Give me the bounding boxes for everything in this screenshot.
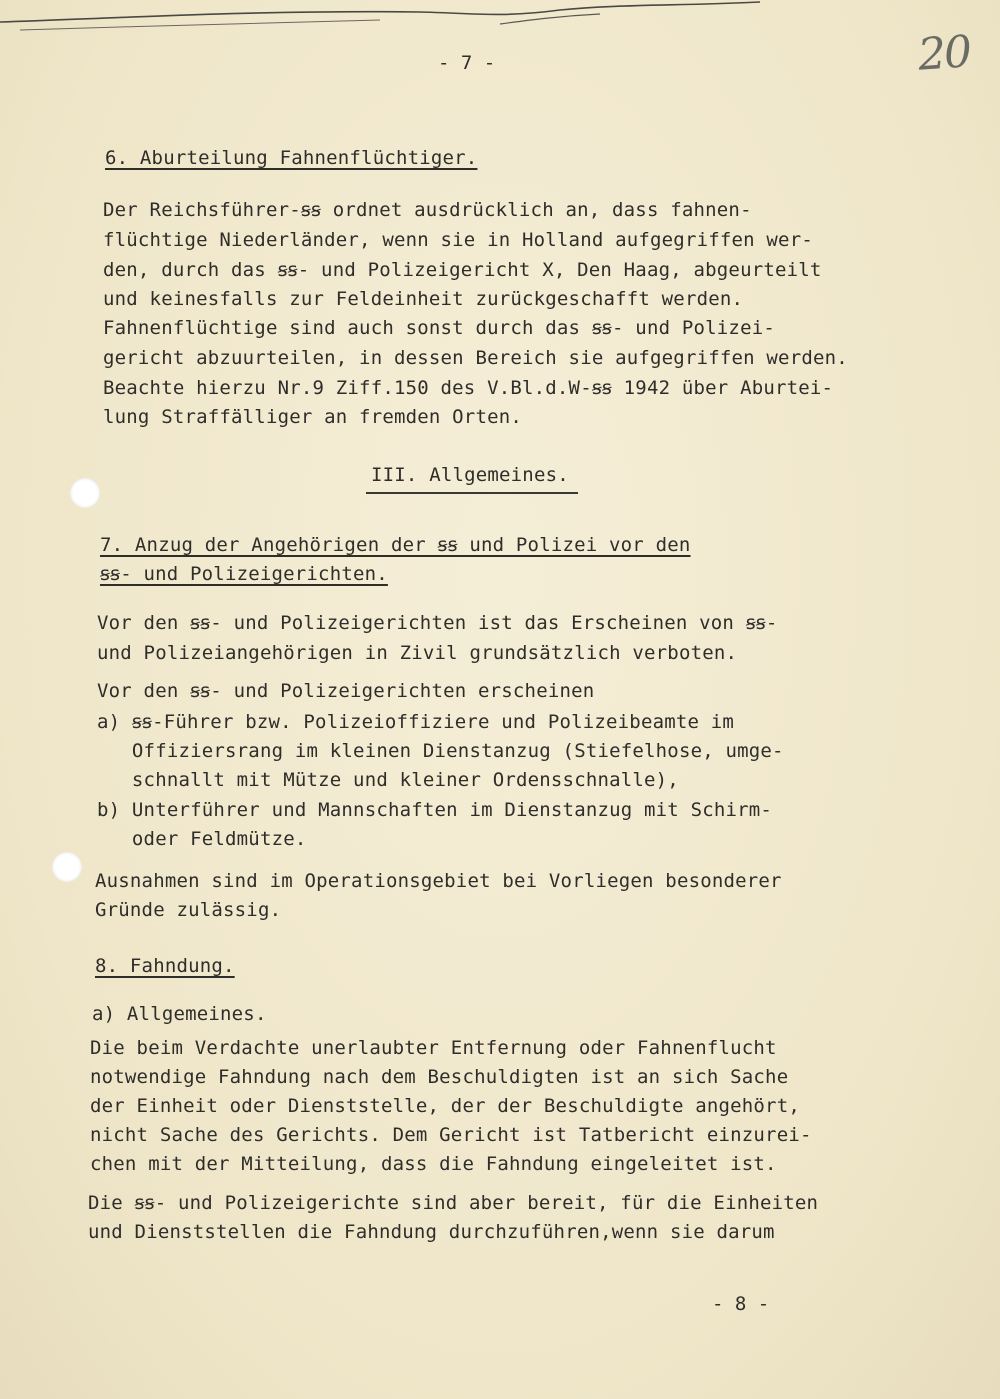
section-7-paragraph-3-line: Gründe zulässig.	[95, 899, 282, 921]
section-6-line: und keinesfalls zur Feldeinheit zurückgeschafft werden.	[103, 288, 744, 310]
handwritten-folio-number: 20	[916, 26, 972, 81]
page-number-bottom: - 8 -	[712, 1293, 770, 1315]
section-8-paragraph-1-line: Die beim Verdachte unerlaubter Entfernung oder Fahnenflucht	[90, 1037, 777, 1059]
section-7-list-item-b-cont: oder Feldmütze.	[97, 828, 307, 850]
section-7-list-item-a: a) ꞩꞩ-Führer bzw. Polizeioffiziere und Polizeibeamte im	[97, 711, 735, 733]
section-7-paragraph-3-line: Ausnahmen sind im Operationsgebiet bei Vorliegen besonderer	[95, 870, 782, 892]
section-6-line: gericht abzuurteilen, in dessen Bereich sie aufgegriffen werden.	[103, 347, 848, 369]
section-8-paragraph-1-line: notwendige Fahndung nach dem Beschuldigten ist an sich Sache	[90, 1066, 789, 1088]
part-3-heading: III. Allgemeines.	[371, 464, 569, 486]
part-3-underline	[366, 492, 578, 494]
section-8-heading: 8. Fahndung.	[95, 955, 235, 977]
section-6-line: flüchtige Niederländer, wenn sie in Holland aufgegriffen wer-	[103, 229, 813, 251]
section-8-paragraph-1-line: der Einheit oder Dienststelle, der der Beschuldigte angehört,	[90, 1095, 800, 1117]
section-8-paragraph-2-line: und Dienststellen die Fahndung durchzuführen,wenn sie darum	[88, 1221, 775, 1243]
section-7-heading-line-2: ꞩꞩ- und Polizeigerichten.	[100, 563, 388, 585]
section-7-paragraph-1-line: und Polizeiangehörigen in Zivil grundsätzlich verboten.	[97, 642, 738, 664]
section-6-line: lung Straffälliger an fremden Orten.	[103, 406, 523, 428]
section-8-paragraph-2-line: Die ꞩꞩ- und Polizeigerichte sind aber bereit, für die Einheiten	[88, 1192, 819, 1214]
section-8-subheading: a) Allgemeines.	[92, 1003, 267, 1025]
section-6-heading: 6. Aburteilung Fahnenflüchtiger.	[105, 147, 478, 169]
section-6-line: Der Reichsführer-ꞩꞩ ordnet ausdrücklich an, dass fahnen-	[103, 199, 752, 221]
punch-hole-top	[70, 478, 100, 508]
section-7-list-item-b: b) Unterführer und Mannschaften im Dienstanzug mit Schirm-	[97, 799, 773, 821]
section-6-line: Beachte hierzu Nr.9 Ziff.150 des V.Bl.d.W-ꞩꞩ 1942 über Aburtei-	[103, 377, 834, 399]
section-7-list-item-a-cont: schnallt mit Mütze und kleiner Ordensschnalle),	[97, 769, 679, 791]
page-number-top: - 7 -	[438, 52, 496, 74]
section-8-paragraph-1-line: chen mit der Mitteilung, dass die Fahndung eingeleitet ist.	[90, 1153, 777, 1175]
section-7-paragraph-2-line: Vor den ꞩꞩ- und Polizeigerichten erscheinen	[97, 680, 595, 702]
section-7-paragraph-1-line: Vor den ꞩꞩ- und Polizeigerichten ist das Erscheinen von ꞩꞩ-	[97, 612, 778, 634]
section-6-line: den, durch das ꞩꞩ- und Polizeigericht X, Den Haag, abgeurteilt	[103, 259, 822, 281]
punch-hole-bottom	[52, 852, 82, 882]
top-edge-marks	[0, 0, 1000, 40]
section-7-list-item-a-cont: Offiziersrang im kleinen Dienstanzug (Stiefelhose, umge-	[97, 740, 784, 762]
section-6-line: Fahnenflüchtige sind auch sonst durch das ꞩꞩ- und Polizei-	[103, 317, 775, 339]
section-7-heading-line-1: 7. Anzug der Angehörigen der ꞩꞩ und Polizei vor den	[100, 534, 691, 556]
section-8-paragraph-1-line: nicht Sache des Gerichts. Dem Gericht ist Tatbericht einzurei-	[90, 1124, 812, 1146]
